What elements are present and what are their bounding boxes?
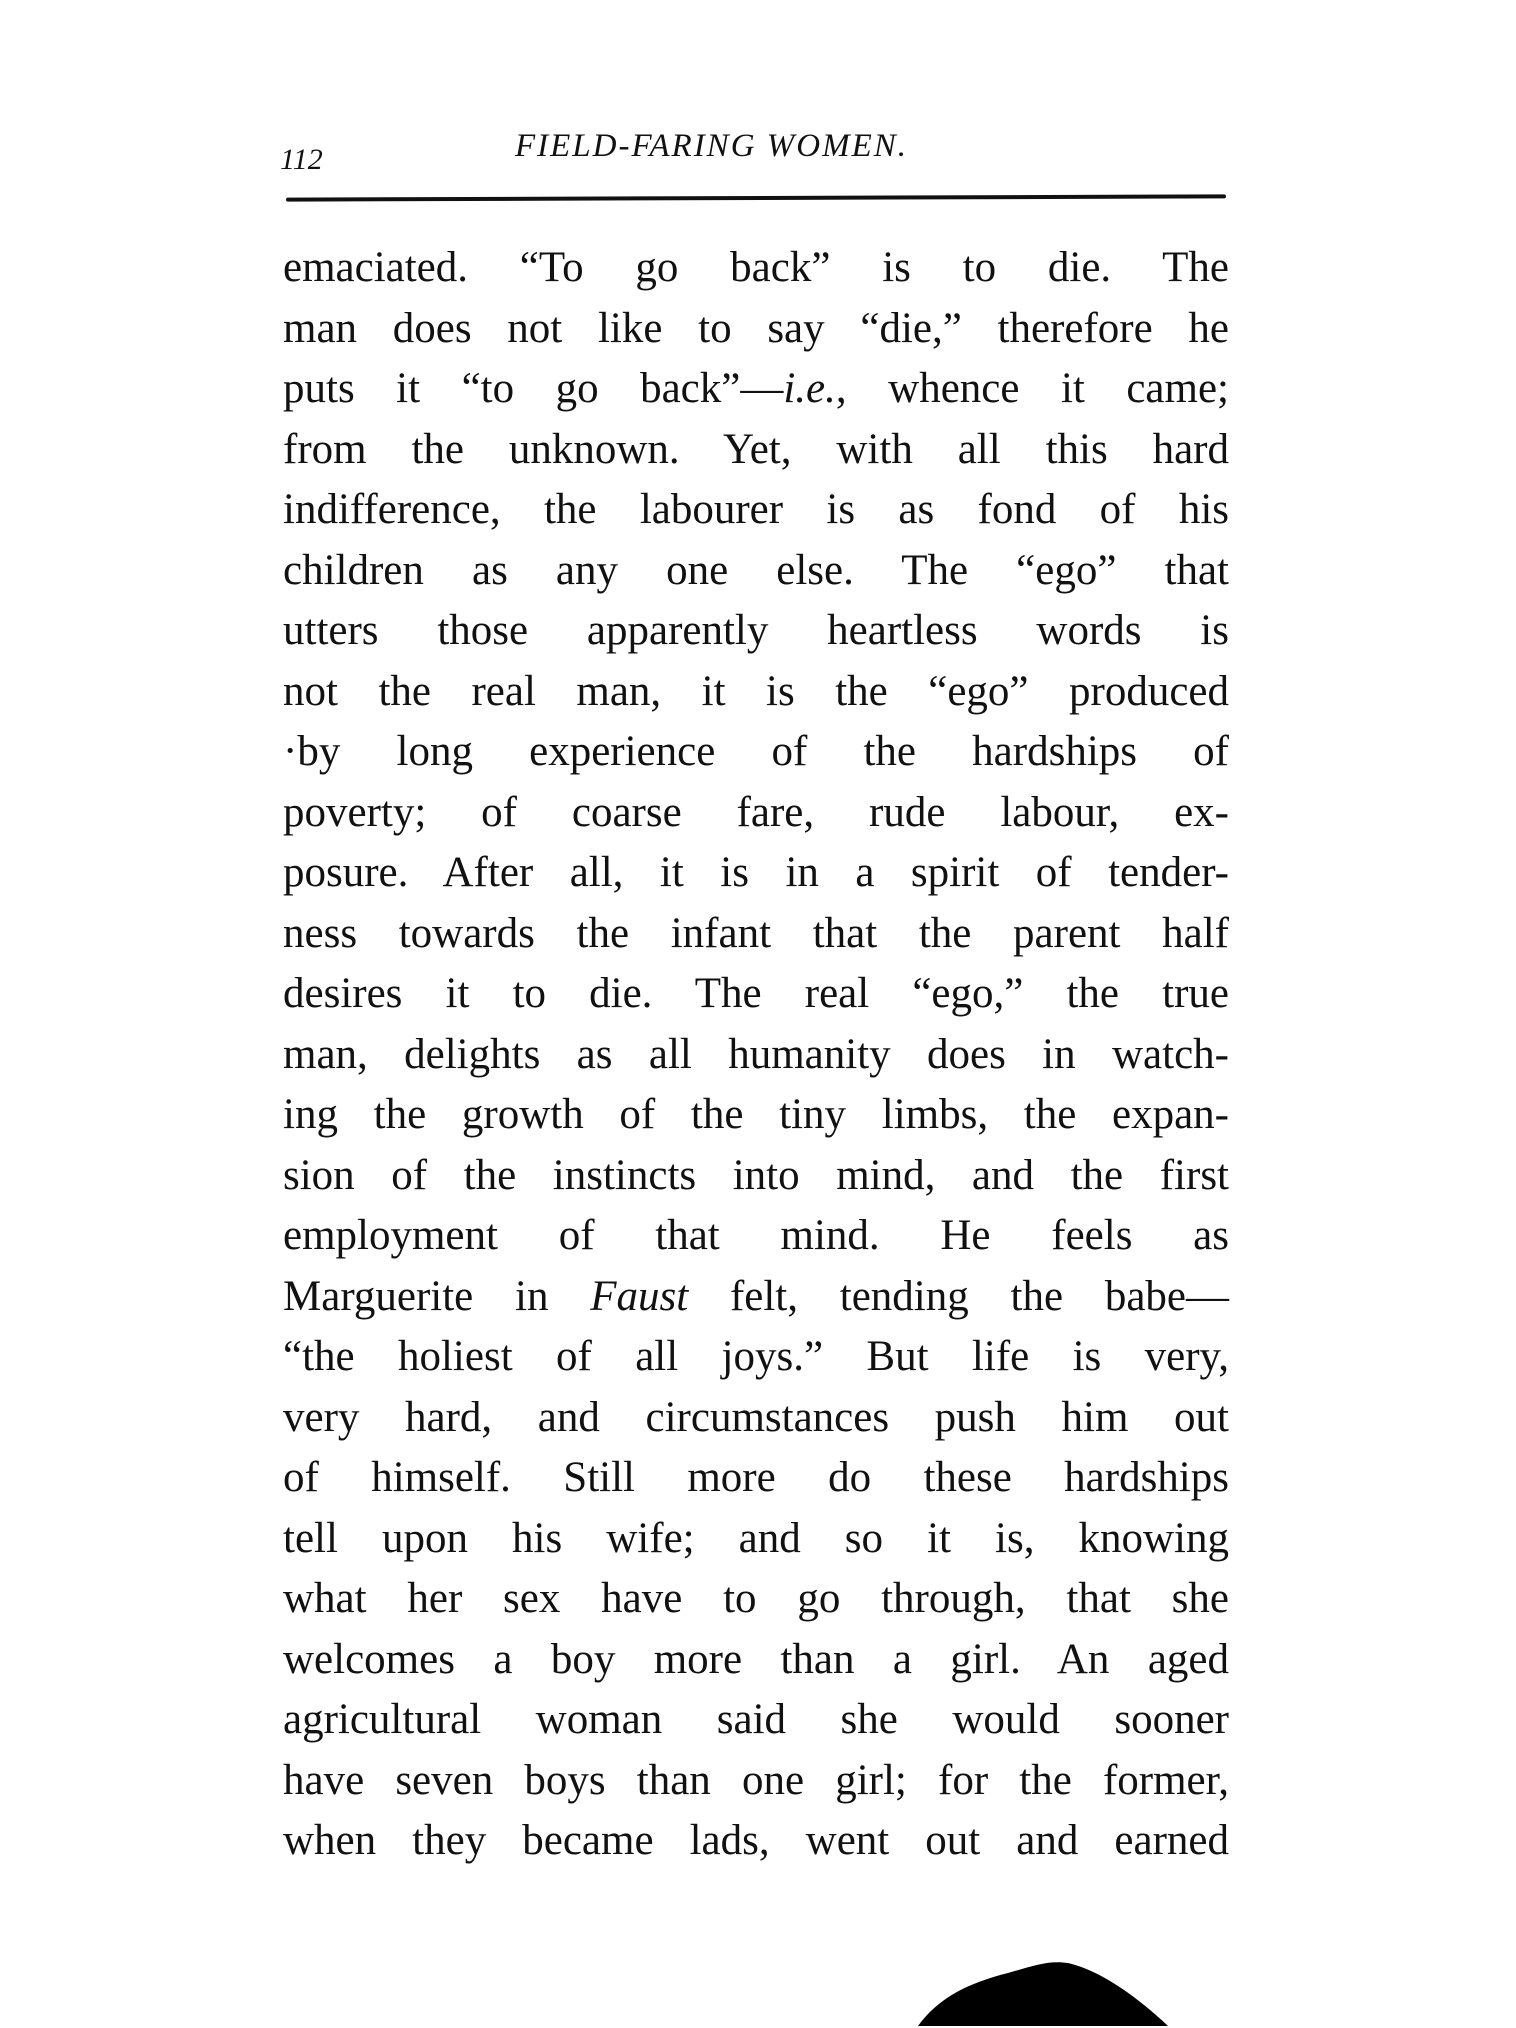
body-text [283,238,1229,1872]
text-line: welcomes a boy more than a girl. An aged [283,1635,1229,1683]
header-rule [286,194,1226,201]
text-line: from the unknown. Yet, with all this hard [283,425,1229,473]
text-line: puts it “to go back”—i.e., whence it came; [283,365,1229,412]
text-line: very hard, and circumstances push him out [283,1393,1229,1441]
text-line: utters those apparently heartless words is [283,607,1229,654]
text-line: what her sex have to go through, that she [283,1575,1229,1622]
text-line: employment of that mind. He feels as [283,1212,1229,1259]
text-line: sion of the instincts into mind, and the first [283,1151,1229,1199]
text-line: of himself. Still more do these hardships [283,1454,1229,1501]
text-line: not the real man, it is the “ego” produced [283,667,1229,715]
text-line: man, delights as all humanity does in watch- [283,1030,1229,1078]
text-line: ness towards the infant that the parent half [283,909,1229,957]
text-line: “the holiest of all joys.” But life is very, [283,1333,1229,1380]
text-line: desires it to die. The real “ego,” the true [283,970,1229,1017]
text-line: ·by long experience of the hardships of [283,728,1229,775]
text-line: indifference, the labourer is as fond of his [283,486,1229,533]
text-line: poverty; of coarse fare, rude labour, ex- [283,788,1229,836]
text-line: tell upon his wife; and so it is, knowing [283,1514,1229,1562]
text-line: when they became lads, went out and earned [283,1817,1229,1864]
ink-blot [918,1948,1168,2028]
text-line: ing the growth of the tiny limbs, the expan- [283,1091,1229,1138]
text-line: posure. After all, it is in a spirit of tender- [283,849,1229,896]
running-title: FIELD-FARING WOMEN. [515,128,909,164]
text-line: children as any one else. The “ego” that [283,546,1229,594]
text-line: agricultural woman said she would sooner [283,1696,1229,1743]
text-line: have seven boys than one girl; for the former, [283,1756,1229,1804]
page-number: 112 [280,143,323,176]
text-line: Marguerite in Faust felt, tending the babe— [283,1272,1229,1320]
text-line: emaciated. “To go back” is to die. The [283,244,1229,291]
text-line: man does not like to say “die,” therefore he [283,304,1229,352]
